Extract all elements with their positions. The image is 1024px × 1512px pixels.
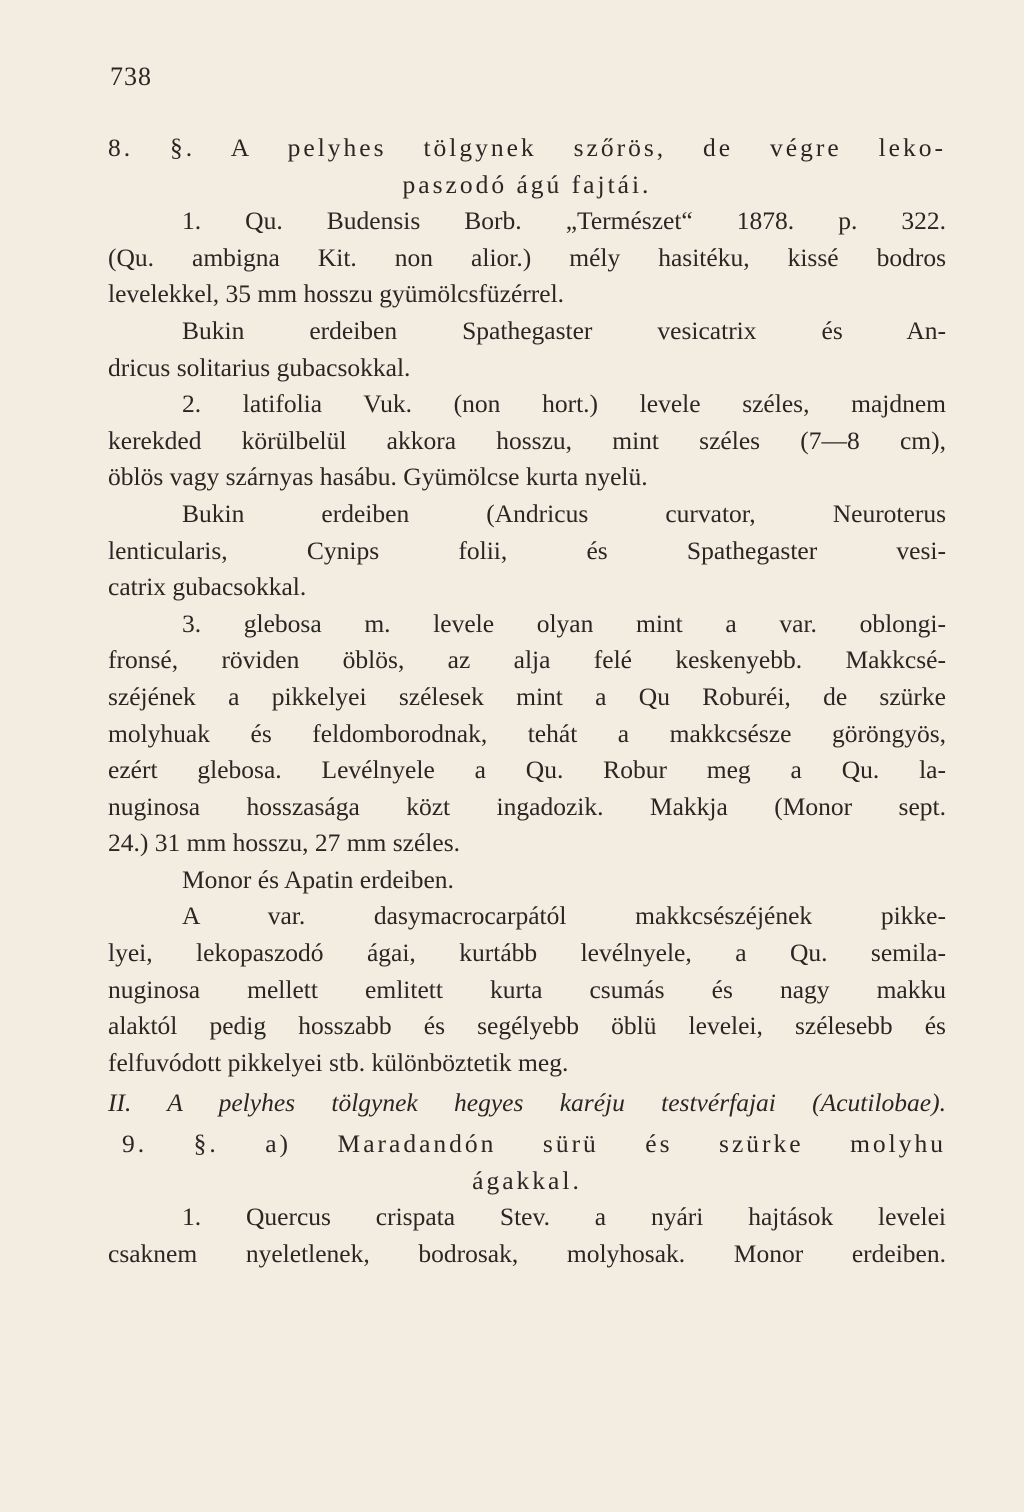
text-line: Monor és Apatin erdeiben. <box>182 864 454 894</box>
text-line: A var. dasymacrocarpától makkcsészéjének pikke- <box>182 901 946 931</box>
text-line: csaknem nyeletlenek, bodrosak, molyhosak. Monor erdeiben. <box>108 1238 946 1268</box>
text-line: catrix gubacsokkal. <box>108 572 307 602</box>
text-line: kerekded körülbelül akkora hosszu, mint széles (7—8 cm), <box>108 425 946 455</box>
text-line: dricus solitarius gubacsokkal. <box>108 352 411 382</box>
text-line: Bukin erdeiben Spathegaster vesicatrix és An- <box>182 315 946 345</box>
text-line: 3. glebosa m. levele olyan mint a var. oblongi- <box>182 608 946 638</box>
page-number: 738 <box>110 62 152 91</box>
text-line: lenticularis, Cynips folii, és Spathegaster vesi- <box>108 535 946 565</box>
text-line: nuginosa hosszasága közt ingadozik. Makkja (Monor sept. <box>108 791 946 821</box>
section-heading-9-cont: ágakkal. <box>472 1165 582 1195</box>
text-line: Bukin erdeiben (Andricus curvator, Neuroterus <box>182 498 946 528</box>
text-line: ezért glebosa. Levélnyele a Qu. Robur meg a Qu. la- <box>108 755 946 785</box>
section-heading-8-cont: paszodó ágú fajtái. <box>402 169 652 199</box>
text-line: 24.) 31 mm hosszu, 27 mm széles. <box>108 828 461 858</box>
text-line: molyhuak és feldomborodnak, tehát a makkcsésze göröngyös, <box>108 718 946 748</box>
section-heading-8: 8. §. A pelyhes tölgynek szőrös, de végre leko- <box>108 133 946 162</box>
text-line: alaktól pedig hosszabb és segélyebb öblü levelei, szélesebb és <box>108 1011 946 1041</box>
text-line: fronsé, röviden öblös, az alja felé keskenyebb. Makkcsé- <box>108 645 946 675</box>
text-line: 1. Qu. Budensis Borb. „Természet“ 1878. p. 322. <box>182 206 946 236</box>
text-line: 2. latifolia Vuk. (non hort.) levele széles, majdnem <box>182 389 946 419</box>
page-text <box>108 130 946 1272</box>
text-line: lyei, lekopaszodó ágai, kurtább levélnyele, a Qu. semila- <box>108 938 946 968</box>
section-heading-II: II. A pelyhes tölgynek hegyes karéju testvérfajai (Acutilobae). <box>108 1088 946 1118</box>
text-line: széjének a pikkelyei szélesek mint a Qu Roburéi, de szürke <box>108 681 946 711</box>
text-line: levelekkel, 35 mm hosszu gyümölcsfüzérrel. <box>108 279 565 309</box>
text-line: nuginosa mellett emlitett kurta csumás és nagy makku <box>108 974 946 1004</box>
text-line: (Qu. ambigna Kit. non alior.) mély hasitéku, kissé bodros <box>108 242 946 272</box>
section-heading-9: 9. §. a) Maradandón sürü és szürke molyhu <box>122 1129 946 1159</box>
text-line: felfuvódott pikkelyei stb. különböztetik meg. <box>108 1047 569 1077</box>
text-line: 1. Quercus crispata Stev. a nyári hajtások levelei <box>182 1202 946 1232</box>
text-line: öblös vagy szárnyas hasábu. Gyümölcse kurta nyelü. <box>108 462 648 492</box>
